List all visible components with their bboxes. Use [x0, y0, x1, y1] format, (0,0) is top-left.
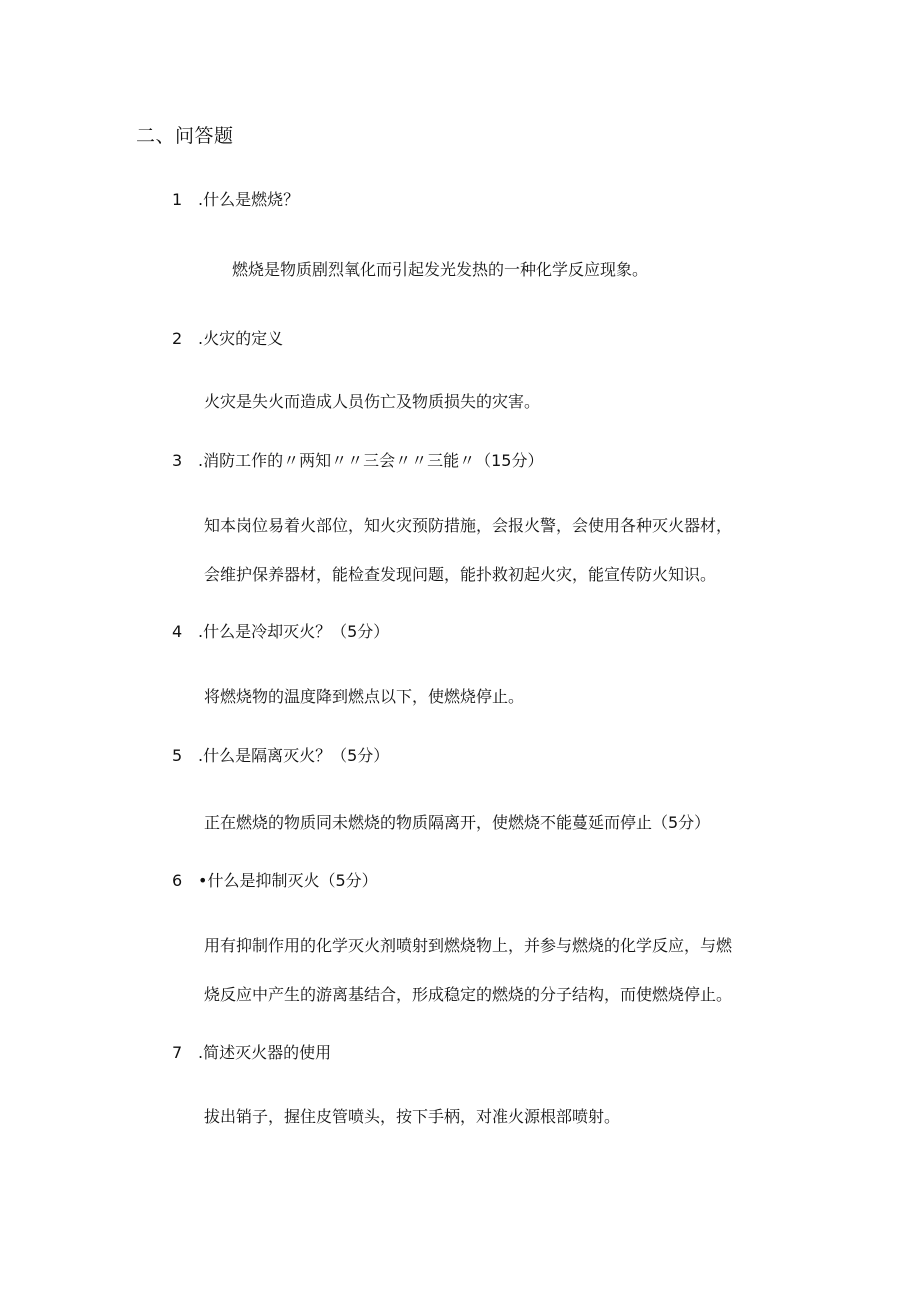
question-3 [172, 449, 543, 473]
answer-3-line-2: 会维护保养器材，能检查发现问题，能扑救初起火灾，能宣传防火知识。 [204, 565, 717, 584]
question-7 [172, 1041, 331, 1065]
question-text: .消防工作的〃两知〃〃三会〃〃三能〃（15分） [198, 451, 544, 470]
answer-4-line-1: 将燃烧物的温度降到燃点以下，使燃烧停止。 [204, 687, 525, 706]
question-1 [172, 188, 299, 212]
answer-6-line-1: 用有抑制作用的化学灭火剂喷射到燃烧物上，并参与燃烧的化学反应，与燃 [204, 936, 733, 955]
question-number: 3 [172, 451, 183, 470]
question-number: 5 [172, 746, 183, 765]
answer-3-line-1: 知本岗位易着火部位，知火灾预防措施，会报火警，会使用各种灭火器材， [204, 516, 733, 535]
answer-1-line-1: 燃烧是物质剧烈氧化而引起发光发热的一种化学反应现象。 [232, 260, 649, 279]
question-number: 4 [172, 622, 183, 641]
question-number: 1 [172, 190, 183, 209]
question-6 [172, 869, 378, 893]
question-text: .火灾的定义 [198, 329, 284, 348]
question-4 [172, 620, 389, 644]
question-text: .什么是冷却灭火？（5分） [198, 622, 390, 641]
question-text: •什么是抑制灭火（5分） [198, 871, 378, 890]
answer-7-line-1: 拔出销子，握住皮管喷头，按下手柄，对准火源根部喷射。 [204, 1107, 621, 1126]
question-number: 2 [172, 329, 183, 348]
question-number: 6 [172, 871, 183, 890]
answer-2-line-1: 火灾是失火而造成人员伤亡及物质损失的灾害。 [204, 392, 541, 411]
question-2 [172, 327, 283, 351]
question-number: 7 [172, 1043, 183, 1062]
answer-6-line-2: 烧反应中产生的游离基结合，形成稳定的燃烧的分子结构，而使燃烧停止。 [204, 985, 733, 1004]
question-5 [172, 744, 389, 768]
question-text: .简述灭火器的使用 [198, 1043, 332, 1062]
question-text: .什么是燃烧？ [198, 190, 300, 209]
answer-5-line-1: 正在燃烧的物质同未燃烧的物质隔离开，使燃烧不能蔓延而停止（5分） [204, 813, 711, 832]
question-text: .什么是隔离灭火？（5分） [198, 746, 390, 765]
section-title: 二、问答题 [136, 125, 234, 147]
